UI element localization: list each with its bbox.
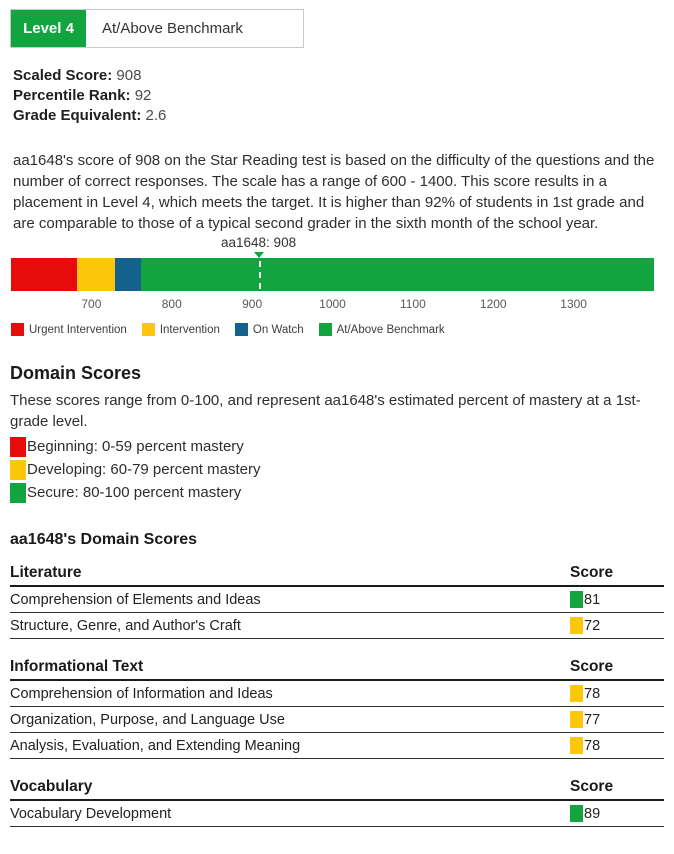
domain-table-literature — [10, 564, 664, 639]
mastery-level-beginning — [10, 435, 664, 458]
mastery-color-swatch — [10, 460, 26, 480]
domain-score-tables — [10, 564, 664, 827]
mastery-color-swatch — [10, 483, 26, 503]
bar-segment-on-watch — [115, 258, 141, 291]
score-label: Percentile Rank: — [13, 87, 131, 104]
legend-item-intervention — [142, 323, 220, 336]
level-badge: Level 4 — [11, 10, 86, 47]
score-summary — [13, 66, 664, 126]
bar-segment-urgent-intervention — [11, 258, 77, 291]
legend-color-swatch — [319, 323, 332, 336]
table-header-row — [10, 564, 664, 587]
skill-score-value: 78 — [584, 737, 601, 754]
axis-tick-1100: 1100 — [399, 297, 426, 311]
table-domain-header: Literature — [10, 564, 82, 581]
skill-score-cell — [570, 711, 664, 728]
axis-tick-900: 900 — [242, 297, 263, 311]
bar-segment-intervention — [77, 258, 116, 291]
axis-tick-1300: 1300 — [560, 297, 587, 311]
mastery-color-swatch — [10, 437, 26, 457]
score-level-swatch — [570, 737, 583, 754]
table-domain-header: Informational Text — [10, 658, 144, 675]
score-level-swatch — [570, 805, 583, 822]
table-row-analysis-evaluation-and-extending-meaning — [10, 733, 664, 759]
legend-item-on-watch — [235, 323, 304, 336]
student-score-marker-label: aa1648: 908 — [221, 235, 297, 250]
table-domain-header: Vocabulary — [10, 778, 93, 795]
legend-color-swatch — [142, 323, 155, 336]
legend-label: On Watch — [252, 323, 304, 336]
axis-tick-700: 700 — [81, 297, 102, 311]
mastery-label: Developing: 60-79 percent mastery — [27, 461, 261, 478]
table-row-organization-purpose-and-language-use — [10, 707, 664, 733]
table-score-header: Score — [570, 658, 614, 675]
score-description: aa1648's score of 908 on the Star Reading test is based on the difficulty of the questions and the number of correct responses. The scale has a range of 600 - 1400. This score results in a placement in Level 4, which meets the target. It is higher than 92% of students in 1st grade and are comparable to those of a typical second grader in the sixth month of the school year. — [13, 152, 655, 232]
score-line-percentile-rank — [13, 86, 664, 106]
table-score-header: Score — [570, 564, 614, 581]
skill-score-value: 89 — [584, 805, 601, 822]
score-level-swatch — [570, 711, 583, 728]
legend-color-swatch — [11, 323, 24, 336]
skill-score-cell — [570, 805, 664, 822]
legend-color-swatch — [235, 323, 248, 336]
legend-item-at-above-benchmark — [319, 323, 445, 336]
chart-axis — [11, 297, 654, 313]
skill-score-cell — [570, 685, 664, 702]
skill-score-value: 81 — [584, 591, 601, 608]
bar-segment-at-above-benchmark — [141, 258, 654, 291]
student-domain-scores-title: aa1648's Domain Scores — [10, 531, 198, 548]
skill-name: Organization, Purpose, and Language Use — [10, 711, 285, 728]
student-score-marker-line — [259, 261, 261, 289]
benchmark-header-box — [10, 9, 304, 48]
legend-label: Urgent Intervention — [29, 323, 127, 336]
mastery-level-developing — [10, 458, 664, 481]
skill-name: Vocabulary Development — [10, 805, 172, 822]
marker-triangle-icon — [254, 252, 264, 258]
score-line-grade-equivalent — [13, 106, 664, 126]
skill-score-cell — [570, 617, 664, 634]
score-value: 908 — [112, 67, 142, 84]
table-score-header: Score — [570, 778, 614, 795]
skill-score-cell — [570, 591, 664, 608]
skill-score-value: 72 — [584, 617, 601, 634]
skill-name: Analysis, Evaluation, and Extending Meaning — [10, 737, 301, 754]
chart-legend — [11, 323, 445, 336]
skill-score-value: 78 — [584, 685, 601, 702]
table-header-row — [10, 778, 664, 801]
score-level-swatch — [570, 617, 583, 634]
domain-scores-title: Domain Scores — [10, 363, 142, 383]
legend-item-urgent-intervention — [11, 323, 127, 336]
mastery-label: Beginning: 0-59 percent mastery — [27, 438, 244, 455]
score-line-scaled-score — [13, 66, 664, 86]
score-level-swatch — [570, 591, 583, 608]
table-row-comprehension-of-elements-and-ideas — [10, 587, 664, 613]
benchmark-bar — [11, 258, 654, 291]
mastery-label: Secure: 80-100 percent mastery — [27, 484, 242, 501]
mastery-level-secure — [10, 481, 664, 504]
score-label: Grade Equivalent: — [13, 107, 142, 124]
benchmark-category-label: At/Above Benchmark — [102, 20, 243, 37]
table-row-structure-genre-and-author-s-craft — [10, 613, 664, 639]
axis-tick-800: 800 — [161, 297, 182, 311]
axis-tick-1000: 1000 — [319, 297, 346, 311]
benchmark-scale-chart — [10, 235, 664, 341]
score-label: Scaled Score: — [13, 67, 113, 84]
table-row-vocabulary-development — [10, 801, 664, 827]
table-row-comprehension-of-information-and-ideas — [10, 681, 664, 707]
domain-table-vocabulary — [10, 778, 664, 827]
skill-score-cell — [570, 737, 664, 754]
domain-table-informational-text — [10, 658, 664, 759]
domain-scores-description: These scores range from 0-100, and represent aa1648's estimated percent of mastery at a 1st-grade level. — [10, 392, 641, 430]
score-level-swatch — [570, 685, 583, 702]
axis-tick-1200: 1200 — [479, 297, 507, 311]
score-value: 92 — [130, 87, 152, 104]
legend-label: At/Above Benchmark — [336, 323, 445, 336]
table-header-row — [10, 658, 664, 681]
skill-name: Structure, Genre, and Author's Craft — [10, 617, 241, 634]
legend-label: Intervention — [159, 323, 220, 336]
mastery-legend — [10, 435, 664, 504]
skill-name: Comprehension of Elements and Ideas — [10, 591, 261, 608]
skill-name: Comprehension of Information and Ideas — [10, 685, 273, 702]
skill-score-value: 77 — [584, 711, 601, 728]
score-value: 2.6 — [141, 107, 167, 124]
